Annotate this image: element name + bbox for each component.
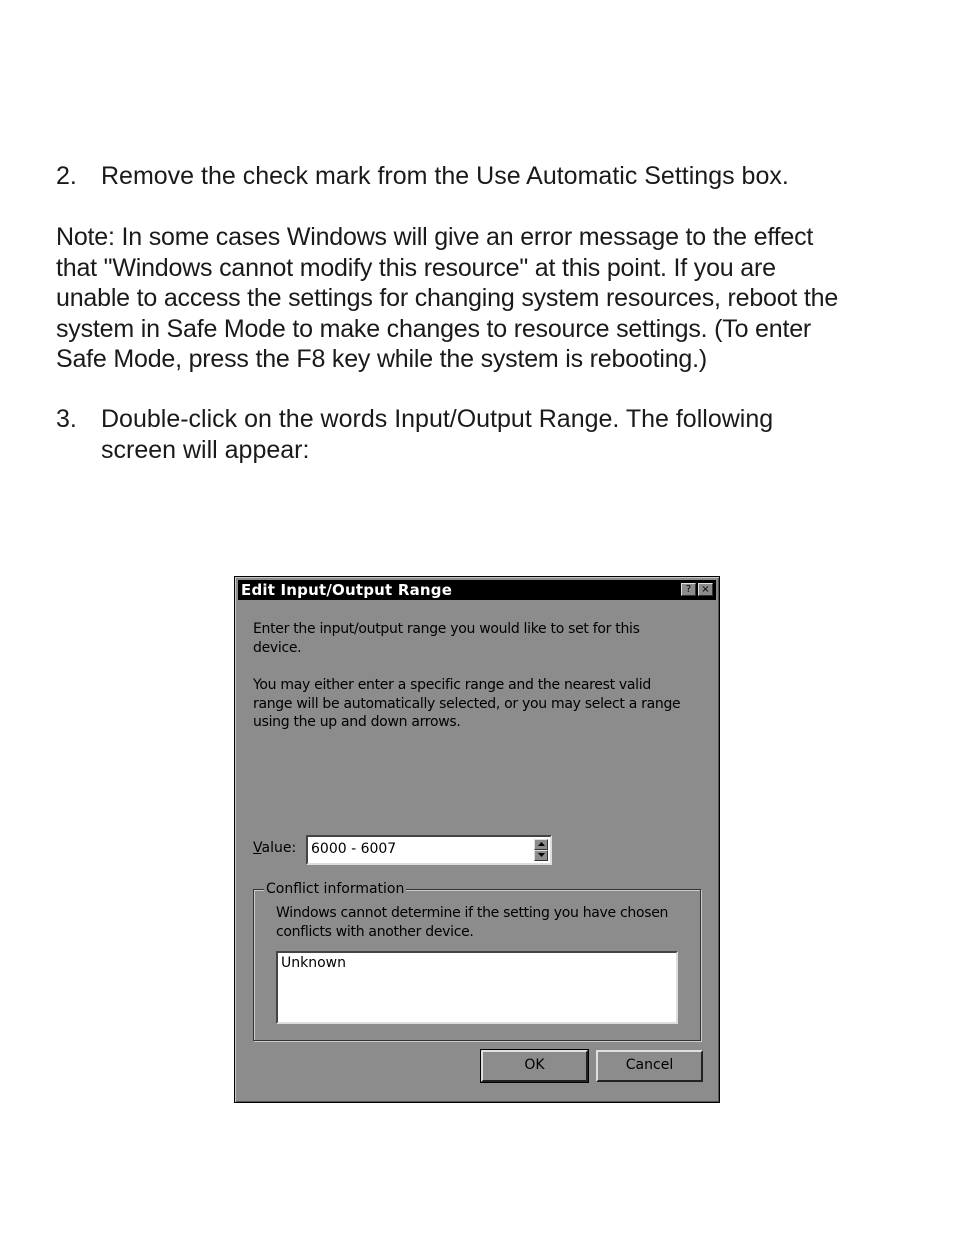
conflict-description bbox=[276, 904, 668, 941]
dialog-intro bbox=[253, 620, 640, 657]
conflict-groupbox bbox=[253, 881, 701, 1041]
instruction-line: using the up and down arrows. bbox=[253, 714, 461, 730]
conflict-line: Windows cannot determine if the setting you have chosen bbox=[276, 905, 669, 921]
step-3-line: Double-click on the words Input/Output Range. The following bbox=[101, 405, 774, 433]
value-spinner[interactable] bbox=[534, 839, 548, 861]
intro-line: device. bbox=[253, 639, 302, 656]
arrow-up-icon bbox=[538, 842, 545, 847]
note-line: Note: In some cases Windows will give an error message to the effect bbox=[56, 223, 814, 251]
conflict-result-box[interactable] bbox=[276, 951, 678, 1024]
value-spin-input[interactable] bbox=[306, 835, 552, 865]
edit-io-range-dialog bbox=[234, 576, 720, 1103]
step-3-text bbox=[101, 404, 861, 465]
note-line: unable to access the settings for changing system resources, reboot the bbox=[56, 284, 839, 312]
note-paragraph bbox=[56, 222, 906, 375]
instruction-line: range will be automatically selected, or you may select a range bbox=[253, 695, 681, 712]
spin-up-button[interactable] bbox=[534, 839, 548, 850]
step-2-text: Remove the check mark from the Use Automatic Settings box. bbox=[101, 162, 789, 190]
spin-down-button[interactable] bbox=[534, 850, 548, 861]
step-3-line: screen will appear: bbox=[101, 435, 310, 464]
note-line: system in Safe Mode to make changes to resource settings. (To enter bbox=[56, 314, 812, 343]
dialog-instructions bbox=[253, 676, 680, 732]
dialog-titlebar[interactable] bbox=[238, 580, 716, 600]
arrow-down-icon bbox=[538, 853, 545, 858]
intro-line: Enter the input/output range you would like to set for this bbox=[253, 621, 640, 637]
help-button[interactable]: ? bbox=[681, 583, 696, 596]
instruction-line: You may either enter a specific range and the nearest valid bbox=[253, 677, 651, 693]
value-text[interactable]: 6000 - 6007 bbox=[311, 841, 397, 857]
cancel-button[interactable]: Cancel bbox=[596, 1050, 703, 1082]
step-2-number: 2. bbox=[56, 162, 77, 190]
ok-button[interactable]: OK bbox=[481, 1050, 588, 1082]
conflict-line: conflicts with another device. bbox=[276, 923, 474, 940]
step-3-number: 3. bbox=[56, 405, 77, 433]
note-line: Safe Mode, press the F8 key while the system is rebooting.) bbox=[56, 345, 708, 373]
conflict-result: Unknown bbox=[281, 955, 346, 971]
close-button[interactable]: × bbox=[698, 583, 713, 596]
note-line: that "Windows cannot modify this resource" at this point. If you are bbox=[56, 253, 776, 282]
conflict-group-label: Conflict information bbox=[266, 881, 405, 897]
value-label: Value: bbox=[253, 840, 297, 856]
dialog-title: Edit Input/Output Range bbox=[241, 581, 453, 599]
